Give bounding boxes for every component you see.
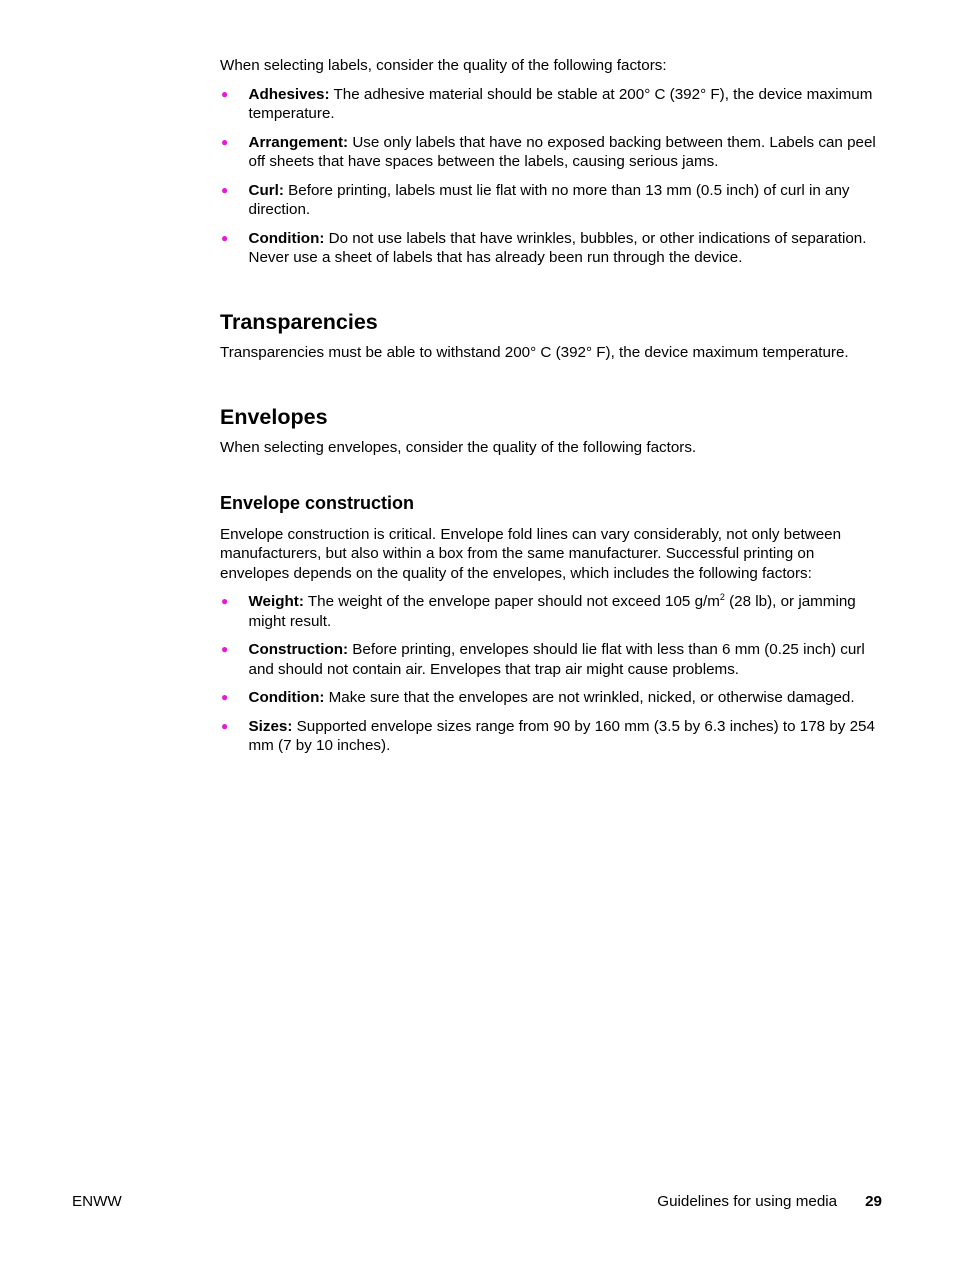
envelope-construction-heading: Envelope construction xyxy=(220,492,415,513)
bullet-term: Construction: xyxy=(248,641,349,658)
footer-left: ENWW xyxy=(72,1193,122,1210)
list-item xyxy=(220,717,886,756)
page-content xyxy=(220,56,886,765)
list-item xyxy=(220,85,886,124)
bullet-text: The weight of the envelope paper should not exceed 105 g/m xyxy=(303,593,720,610)
transparencies-text: Transparencies must be able to withstand 200° C (392° F), the device maximum temperature. xyxy=(220,343,849,361)
page-number: 29 xyxy=(865,1193,882,1210)
bullet-icon: ● xyxy=(221,134,229,149)
envelopes-heading: Envelopes xyxy=(220,405,328,429)
list-item xyxy=(220,133,886,172)
list-item xyxy=(220,229,886,268)
labels-intro: When selecting labels, consider the quality of the following factors: xyxy=(220,57,667,74)
bullet-term: Adhesives: xyxy=(248,85,330,103)
bullet-text: Before printing, labels must lie flat with no more than 13 mm (0.5 inch) of curl in any direction. xyxy=(248,181,850,218)
list-item xyxy=(220,688,886,708)
bullet-icon: ● xyxy=(221,690,229,704)
envelopes-intro: When selecting envelopes, consider the quality of the following factors. xyxy=(220,439,697,456)
bullet-icon: ● xyxy=(221,718,229,733)
bullet-text: Do not use labels that have wrinkles, bubbles, or other indications of separation. Never use a sheet of labels that has already been run through the device. xyxy=(248,229,867,266)
labels-factor-list xyxy=(220,85,886,268)
superscript: 2 xyxy=(719,592,725,602)
bullet-term: Sizes: xyxy=(248,717,293,735)
bullet-term: Condition: xyxy=(248,689,325,706)
envelope-construction-text: Envelope construction is critical. Envelope fold lines can vary considerably, not only between manufacturers, but also within a box from the same manufacturer. Successful printing on envelopes depends on the quality of the envelopes, which includes the following factors: xyxy=(220,525,842,582)
bullet-icon: ● xyxy=(221,86,229,101)
list-item xyxy=(220,592,886,631)
bullet-text: Use only labels that have no exposed backing between them. Labels can peel off sheets that have spaces between the labels, causing serious jams. xyxy=(248,133,876,170)
bullet-term: Condition: xyxy=(248,229,325,247)
bullet-text: Before printing, envelopes should lie flat with less than 6 mm (0.25 inch) curl and should not contain air. Envelopes that trap air might cause problems. xyxy=(248,641,865,678)
bullet-term: Weight: xyxy=(248,593,304,610)
bullet-icon: ● xyxy=(221,230,229,245)
bullet-text: Make sure that the envelopes are not wrinkled, nicked, or otherwise damaged. xyxy=(324,689,855,706)
bullet-icon: ● xyxy=(221,642,229,656)
envelope-factor-list xyxy=(220,592,886,756)
footer-right xyxy=(657,1192,882,1212)
bullet-icon: ● xyxy=(221,182,229,197)
bullet-icon: ● xyxy=(221,594,229,608)
list-item xyxy=(220,181,886,220)
list-item xyxy=(220,640,886,679)
footer-section-title: Guidelines for using media xyxy=(657,1193,838,1210)
bullet-term: Arrangement: xyxy=(248,133,349,151)
bullet-text: The adhesive material should be stable at 200° C (392° F), the device maximum temperature. xyxy=(248,85,873,122)
bullet-text-after: (28 lb), or jamming might result. xyxy=(248,593,856,630)
bullet-text: Supported envelope sizes range from 90 by 160 mm (3.5 by 6.3 inches) to 178 by 254 mm (7 by 10 inches). xyxy=(248,717,875,754)
transparencies-heading: Transparencies xyxy=(220,309,378,334)
bullet-term: Curl: xyxy=(248,181,284,199)
